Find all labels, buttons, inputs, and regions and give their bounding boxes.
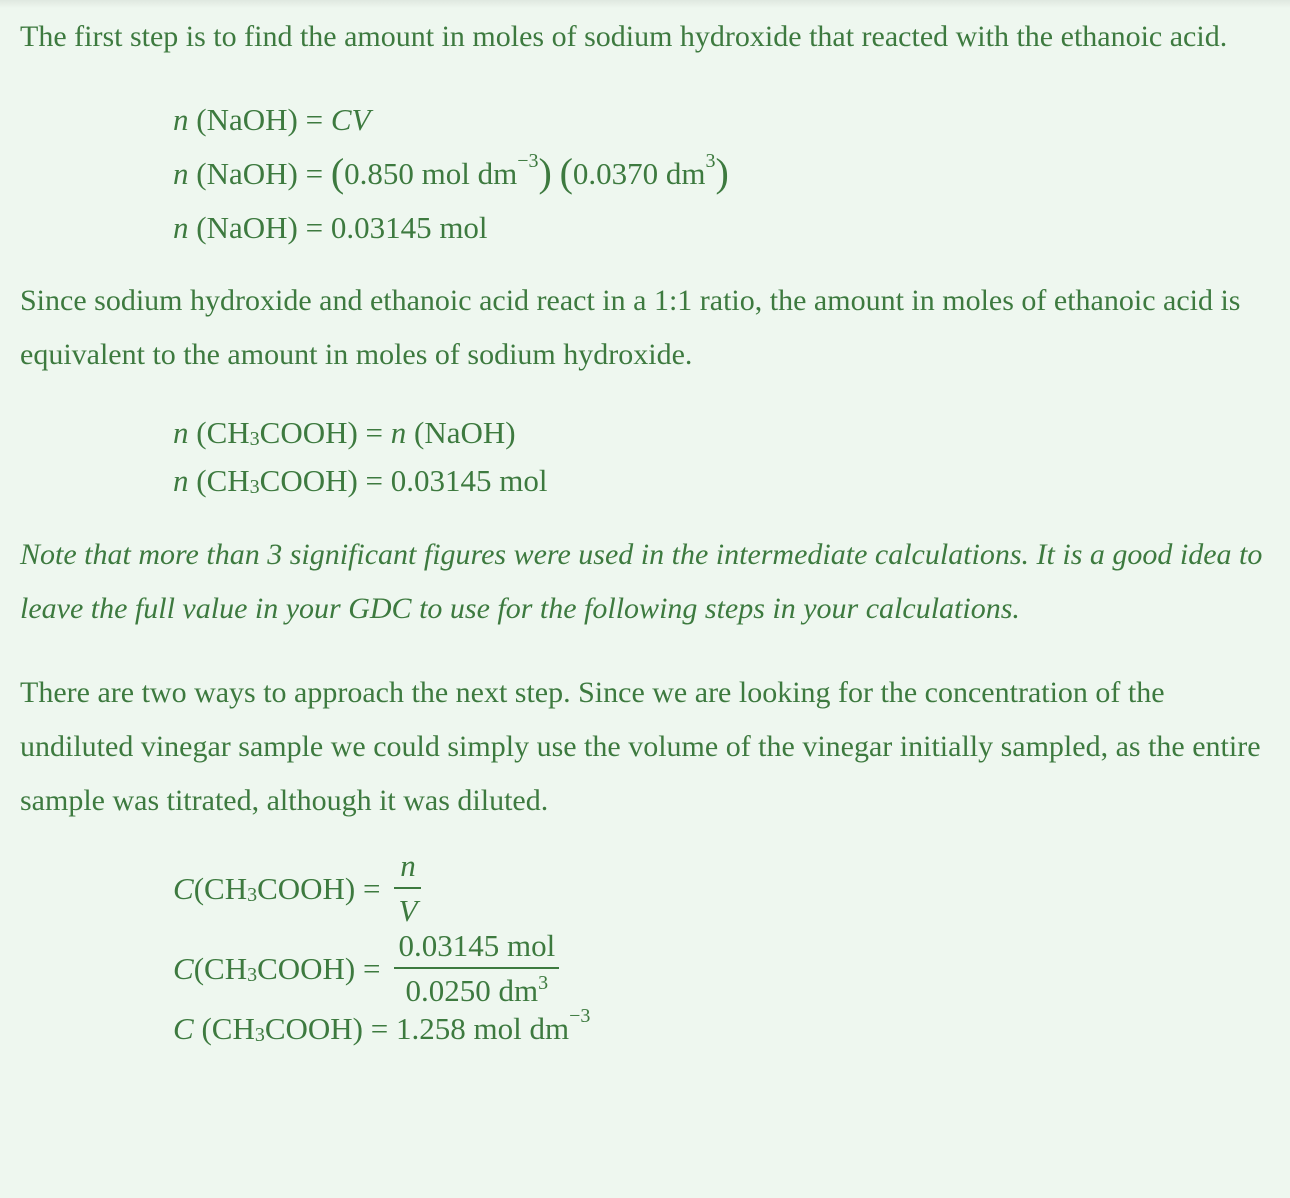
equation-naoh-result: n (NaOH) = 0.03145 mol <box>173 209 488 245</box>
paragraph-step-one: The first step is to find the amount in moles of sodium hydroxide that reacted with the ethanoic acid. <box>20 20 1228 53</box>
equation-block-naoh <box>173 92 1282 254</box>
paragraph-next-step: There are two ways to approach the next step. Since we are looking for the concentration of the undiluted vinegar sample we could simply use the volume of the vinegar initially sampled, as the entire sample was titrated, although it was diluted. <box>20 676 1261 817</box>
equation-block-ch3cooh <box>173 408 1282 504</box>
equation-naoh-substitution: n (NaOH) = ( 0.850 mol dm −3 ) ( 0.0370 dm 3 ) <box>173 150 729 195</box>
equation-naoh-cv: n (NaOH) = CV <box>173 101 371 137</box>
fraction-moles-over-volume: $\frac{\text{0.03145 mol}}{0.0250 dm^3}$ <box>394 930 559 1006</box>
paragraph-ratio: Since sodium hydroxide and ethanoic acid react in a 1:1 ratio, the amount in moles of ethanoic acid is equivalent to the amount in moles of sodium hydroxide. <box>20 284 1241 371</box>
equation-concentration-formula: C (CH 3 COOH) = $\frac{n}{V}$ <box>173 850 1282 926</box>
note-significant-figures: Note that more than 3 significant figures were used in the intermediate calculations. It is a good idea to leave the full value in your GDC to use for the following steps in your calculations. <box>20 538 1263 625</box>
equation-concentration-result: C (CH 3 COOH) = 1.258 mol dm −3 <box>173 1005 591 1046</box>
equation-ch3cooh-equals-naoh: n (CH 3 COOH) = n (NaOH) <box>173 414 516 450</box>
equation-block-concentration <box>173 850 1282 1050</box>
solution-content <box>20 10 1282 1050</box>
equation-ch3cooh-moles: n (CH 3 COOH) = 0.03145 mol <box>173 462 548 498</box>
fraction-n-over-v: $\frac{n}{V}$ <box>394 850 421 926</box>
top-shadow <box>0 0 1290 8</box>
equation-concentration-substitution: C (CH 3 COOH) = $\frac{\text{0.03145 mol}}{0.0250 dm^3}$ <box>173 930 1282 1006</box>
